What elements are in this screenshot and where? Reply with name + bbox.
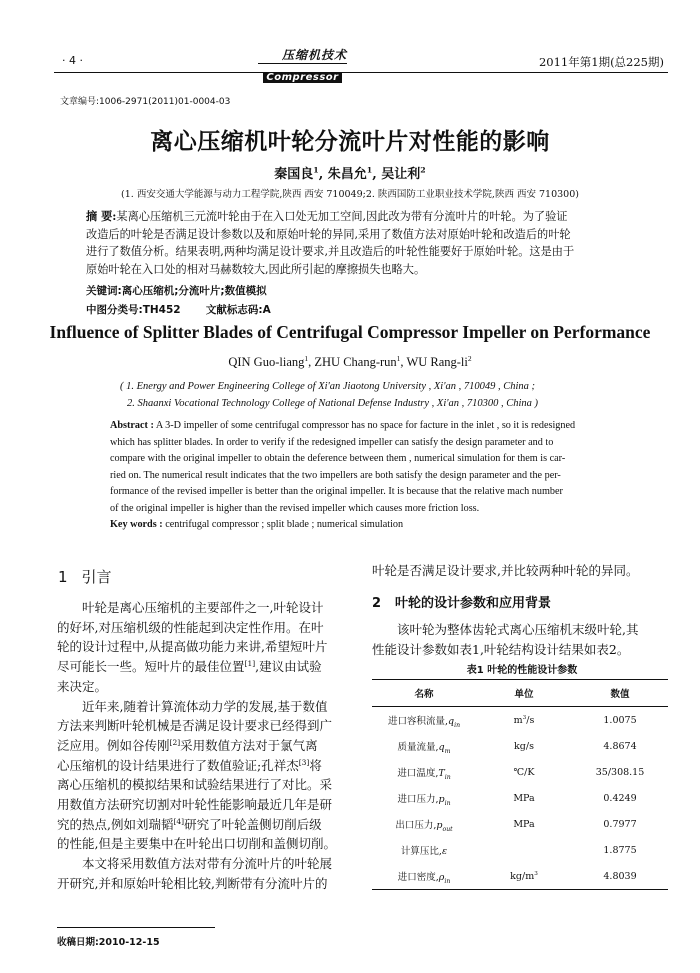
param-name-cell xyxy=(372,785,476,811)
body-line: 的好坏,对压缩机级的性能起到决定性作用。在叶 xyxy=(57,619,324,635)
body-text: 泛应用。例如谷传刚 xyxy=(57,737,170,753)
abstract-en-line: formance of the revised impeller is better than the original impeller. It is because that the relative mach number xyxy=(110,486,563,497)
table-row xyxy=(372,785,668,811)
param-symbol: q xyxy=(438,742,445,753)
param-subscript: in xyxy=(444,773,451,781)
body-text: 研究了叶轮盖侧切削后级 xyxy=(184,816,322,832)
param-subscript: in xyxy=(444,799,451,807)
params-table xyxy=(372,679,668,890)
body-line: 本文将采用数值方法对带有分流叶片的叶轮展 xyxy=(82,856,333,872)
logo-en: Compressor xyxy=(263,72,341,83)
author-cn: 朱昌允 xyxy=(327,167,367,182)
body-line: 性能设计参数如表1,叶轮结构设计结果如表2。 xyxy=(372,641,630,657)
abstract-cn-line: 原始叶轮在入口处的相对马赫数较大,因此所引起的摩擦损失也略大。 xyxy=(86,262,426,276)
affiliation-cn: (1. 西安交通大学能源与动力工程学院,陕西 西安 710049;2. 陕西国防工业职业技术学院,陕西 西安 710300) xyxy=(121,189,579,200)
param-subscript: m xyxy=(444,747,451,755)
body-line: 轮的设计过程中,从提高做功能力来讲,希望短叶片 xyxy=(57,639,328,655)
doc-code: 文献标志码:A xyxy=(205,304,271,316)
param-symbol: T xyxy=(438,768,445,779)
param-name-cell xyxy=(372,733,476,759)
table-row xyxy=(372,837,668,863)
param-unit-cell xyxy=(476,811,572,837)
param-symbol: p xyxy=(438,794,445,805)
section-title: 叶轮的设计参数和应用背景 xyxy=(395,596,552,611)
param-unit: MPa xyxy=(513,818,535,830)
body-text: 尽可能长一些。短叶片的最佳位置 xyxy=(57,659,245,675)
table-row xyxy=(372,733,668,759)
body-text: 采用数值方法对于氯气离 xyxy=(180,737,318,753)
footnote: 收稿日期:2010-12-15 xyxy=(57,937,160,948)
abstract-cn-line: 某离心压缩机三元流叶轮由于在入口处无加工空间,因此改为带有分流叶片的叶轮。为了验证 xyxy=(116,210,568,223)
param-name: 进口密度, xyxy=(397,872,439,883)
param-value-cell: 0.4249 xyxy=(603,792,637,804)
param-value-cell: 1.0075 xyxy=(603,714,637,726)
citation: [1] xyxy=(244,658,256,668)
param-value-cell: 0.7977 xyxy=(603,818,637,830)
classification-cn xyxy=(86,302,271,317)
body-line xyxy=(57,657,353,677)
table1 xyxy=(372,679,668,890)
param-name: 进口温度, xyxy=(397,768,439,779)
param-name: 质量流量, xyxy=(397,742,439,753)
param-symbol: p xyxy=(436,820,443,831)
abstract-en-label: Abstract : xyxy=(110,420,154,431)
body-line: 的性能,但是主要集中在叶轮出口切削和盖侧切削。 xyxy=(57,836,336,852)
title-cn: 离心压缩机叶轮分流叶片对性能的影响 xyxy=(150,128,550,155)
affiliation-en-line: ( 1. Energy and Power Engineering College of Xi'an Jiaotong University , Xi'an , 710049 , China ; xyxy=(120,381,536,392)
section-number: 2 xyxy=(372,596,382,611)
author-mark: 1 xyxy=(396,353,401,363)
abstract-cn xyxy=(86,208,626,278)
keywords-en-label: Key words : xyxy=(110,519,163,530)
body-line xyxy=(57,815,353,835)
body-text: 究的热点,例如刘瑞韬 xyxy=(57,816,174,832)
param-symbol: ε xyxy=(441,846,448,857)
citation: [3] xyxy=(298,757,310,767)
abstract-cn-line: 进行了数值分析。结果表明,两种均满足设计要求,并且改造后的叶轮性能要好于原始叶轮。这是由于 xyxy=(86,245,575,259)
param-unit-cell xyxy=(476,785,572,811)
author-en: WU Rang-li xyxy=(406,355,468,369)
param-subscript: in xyxy=(444,877,451,885)
table1-caption: 表1 叶轮的性能设计参数 xyxy=(466,665,578,676)
section1-body xyxy=(57,598,353,894)
abstract-en xyxy=(110,418,632,534)
keywords-en: centrifugal compressor ; split blade ; numerical simulation xyxy=(165,519,404,530)
body-line: 该叶轮为整体齿轮式离心压缩机末级叶轮,其 xyxy=(397,622,639,637)
footnote-rule xyxy=(57,927,215,928)
body-line: 来决定。 xyxy=(57,678,108,694)
param-unit-cell xyxy=(476,837,572,863)
param-unit-cell xyxy=(476,863,572,890)
abstract-en-line: which has splitter blades. In order to verify if the redesigned impeller can satisfy the design parameter and to xyxy=(110,436,554,448)
unit-superscript: 3 xyxy=(534,870,538,877)
param-symbol: ρ xyxy=(438,872,445,883)
body-line: 开研究,并和原始叶轮相比较,判断带有分流叶片的 xyxy=(57,875,328,891)
param-name-cell xyxy=(372,707,476,734)
issue-info: 2011年第1期(总225期) xyxy=(538,55,664,69)
param-value-cell: 4.8039 xyxy=(603,870,637,882)
section-number: 1 xyxy=(58,568,68,586)
affiliation-en xyxy=(120,378,538,412)
body-line xyxy=(57,756,353,776)
authors-cn: 秦国良$^1$, 朱昌允$^1$, 吴让利$^2$ xyxy=(274,165,426,182)
param-unit: ℃/K xyxy=(513,766,535,778)
author-mark: 2 xyxy=(467,353,472,363)
body-line: 方法来判断叶轮机械是否满足设计要求已经得到广 xyxy=(57,718,333,734)
title-en: Influence of Splitter Blades of Centrifugal Compressor Impeller on Performance xyxy=(49,322,651,342)
param-subscript: in xyxy=(454,721,461,729)
author-cn: 吴让利 xyxy=(381,167,421,182)
param-unit-cell xyxy=(476,733,572,759)
table-header: 单位 xyxy=(514,689,534,700)
clc-number: 中图分类号:TH452 xyxy=(86,304,181,316)
table-header: 名称 xyxy=(414,689,434,700)
body-line xyxy=(57,736,353,756)
param-subscript: out xyxy=(442,825,453,833)
unit-superscript: 3 xyxy=(522,714,527,721)
logo-cn: 压缩机技术 xyxy=(258,46,347,64)
article-id: 文章编号:1006-2971(2011)01-0004-03 xyxy=(60,97,231,107)
keywords-cn: 关键词:离心压缩机;分流叶片;数值模拟 xyxy=(86,285,267,297)
author-mark: 1 xyxy=(304,353,309,363)
section1-heading xyxy=(58,566,112,587)
param-unit: MPa xyxy=(513,792,535,804)
table-row xyxy=(372,707,668,734)
body-line: 离心压缩机的模拟结果和试验结果进行了对比。采 xyxy=(57,777,333,793)
table-row xyxy=(372,811,668,837)
author-mark: 1 xyxy=(313,165,319,175)
section-title: 引言 xyxy=(81,568,112,586)
table-header-row xyxy=(372,680,668,707)
body-text: ,建议由试验 xyxy=(255,659,322,675)
param-unit-cell xyxy=(476,707,572,734)
abstract-en-line: ried on. The numerical result indicates that the two impellers are both satisfy the design parameter and the per- xyxy=(110,469,561,481)
table-header: 数值 xyxy=(610,689,630,700)
body-line: 近年来,随着计算流体动力学的发展,基于数值 xyxy=(82,698,328,714)
affiliation-en-line: 2. Shaanxi Vocational Technology College of National Defense Industry , Xi'an , 710300 , China ) xyxy=(127,398,539,409)
abstract-cn-line: 改造后的叶轮是否满足设计参数以及和原始叶轮的异同,采用了数值方法对原始叶轮和改造后的叶轮 xyxy=(86,227,571,241)
journal-logo xyxy=(258,46,347,84)
param-name: 进口容积流量, xyxy=(387,716,448,727)
body-text: 心压缩机的设计结果进行了数值验证;孔祥杰 xyxy=(57,757,299,773)
param-unit: kg/s xyxy=(514,740,534,752)
param-unit-cell xyxy=(476,759,572,785)
param-name-cell xyxy=(372,837,476,863)
author-mark: 1 xyxy=(366,165,373,175)
abstract-en-line: A 3-D impeller of some centrifugal compressor has no space for facture in the inlet , so it is redesigned xyxy=(155,420,576,431)
abstract-en-line: of the original impeller is higher than the revised impeller which causes more friction loss. xyxy=(110,502,480,514)
citation: [4] xyxy=(173,816,185,826)
param-value-cell: 4.8674 xyxy=(603,740,637,752)
body-text: 将 xyxy=(309,757,322,773)
param-unit: m xyxy=(513,714,523,726)
header-rule xyxy=(54,72,668,73)
param-unit: kg/m xyxy=(510,870,535,882)
citation: [2] xyxy=(169,737,181,747)
param-value-cell: 35/308.15 xyxy=(595,766,645,778)
param-name: 出口压力, xyxy=(395,820,437,831)
body-line: 用数值方法研究切割对叶轮性能影响最近几年是研 xyxy=(57,797,333,813)
section2-body xyxy=(372,620,672,659)
right-col-top: 叶轮是否满足设计要求,并比较两种叶轮的异同。 xyxy=(372,563,639,578)
authors-en: QIN Guo-liang$^1$, ZHU Chang-run$^1$, WU Rang-$li^2$ xyxy=(228,353,472,369)
section2-heading xyxy=(372,592,551,611)
param-name-cell xyxy=(372,811,476,837)
abstract-cn-label: 摘 要: xyxy=(86,209,117,223)
param-name-cell xyxy=(372,863,476,890)
body-line: 叶轮是离心压缩机的主要部件之一,叶轮设计 xyxy=(82,600,324,615)
table-row xyxy=(372,863,668,890)
param-name-cell xyxy=(372,759,476,785)
page-number: · 4 · xyxy=(62,54,83,67)
author-en: QIN Guo-liang xyxy=(228,355,305,369)
param-unit-tail: /s xyxy=(526,714,535,726)
abstract-en-line: compare with the original impeller to obtain the deference between them , numerical simulation for them is car- xyxy=(110,453,566,464)
author-cn: 秦国良 xyxy=(274,167,314,182)
param-name: 进口压力, xyxy=(397,794,439,805)
param-value-cell: 1.8775 xyxy=(603,844,637,856)
table-row xyxy=(372,759,668,785)
param-symbol: q xyxy=(448,716,455,727)
author-mark: 2 xyxy=(420,165,426,175)
author-en: ZHU Chang-run xyxy=(314,355,397,369)
param-name: 计算压比, xyxy=(400,846,442,857)
